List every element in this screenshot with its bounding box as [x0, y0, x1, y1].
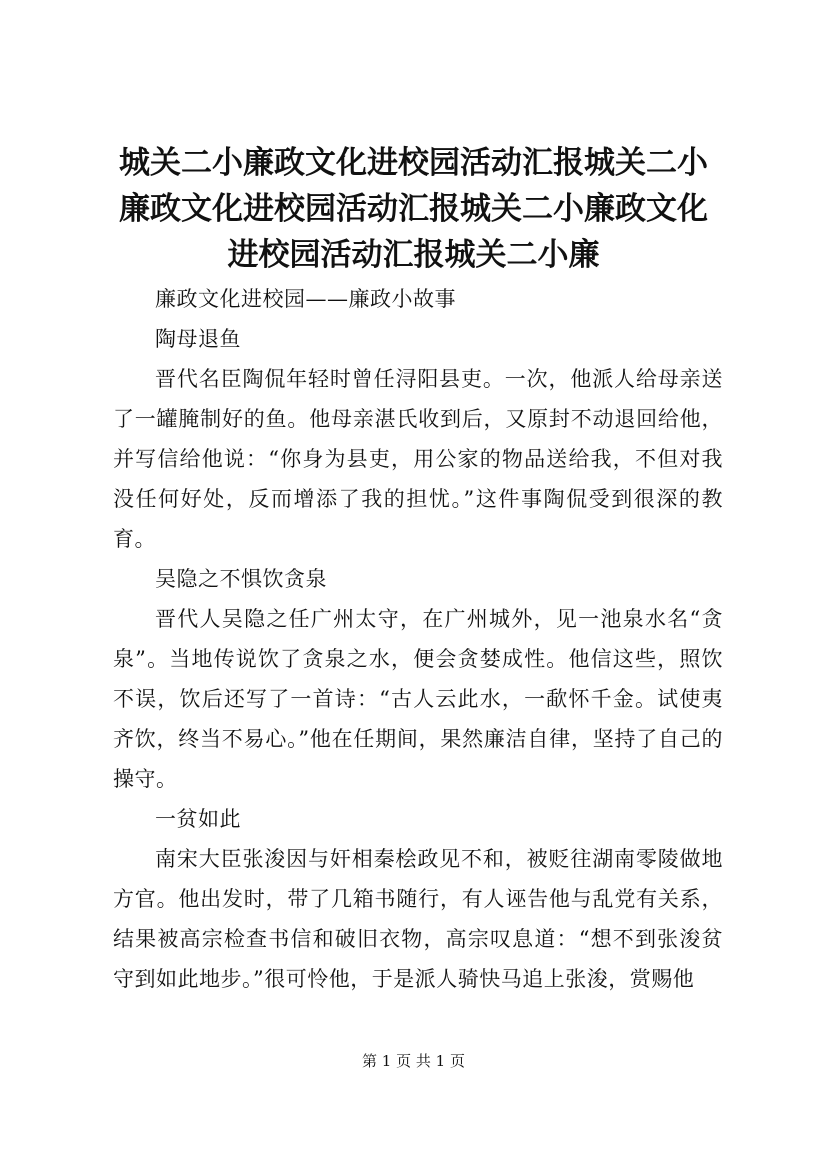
story-paragraph: 晋代名臣陶侃年轻时曾任浔阳县吏。一次，他派人给母亲送了一罐腌制好的鱼。他母亲湛氏收到后，又原封不动退回给他，并写信给他说：“你身为县吏，用公家的物品送给我，不但对我没任何好处，反而增添了我的担忧。”这件事陶侃受到很深的教育。 [113, 367, 723, 551]
story-paragraph: 南宋大臣张浚因与奸相秦桧政见不和，被贬往湖南零陵做地方官。他出发时，带了几箱书随行，有人诬告他与乱党有关系，结果被高宗检查书信和破旧衣物，高宗叹息道：“想不到张浚贫守到如此地步。”很可怜他，于是派人骑快马追上张浚，赏赐他 [113, 847, 723, 991]
story-title: 一贫如此 [155, 807, 241, 831]
story-paragraph: 晋代人吴隐之任广州太守，在广州城外，见一池泉水名“贪泉”。当地传说饮了贪泉之水，便会贪婪成性。他信这些，照饮不误，饮后还写了一首诗：“古人云此水，一歃怀千金。试使夷齐饮，终当不易心。”他在任期间，果然廉洁自律，坚持了自己的操守。 [113, 607, 723, 791]
story-title: 陶母退鱼 [155, 327, 241, 351]
document-title: 城关二小廉政文化进校园活动汇报城关二小廉政文化进校园活动汇报城关二小廉政文化进校园活动汇报城关二小廉 [119, 145, 708, 273]
document-body [113, 279, 723, 999]
page-footer: 第 1 页 共 1 页 [362, 1052, 465, 1070]
story-title: 吴隐之不惧饮贪泉 [155, 567, 327, 591]
section-heading: 廉政文化进校园——廉政小故事 [155, 287, 456, 311]
